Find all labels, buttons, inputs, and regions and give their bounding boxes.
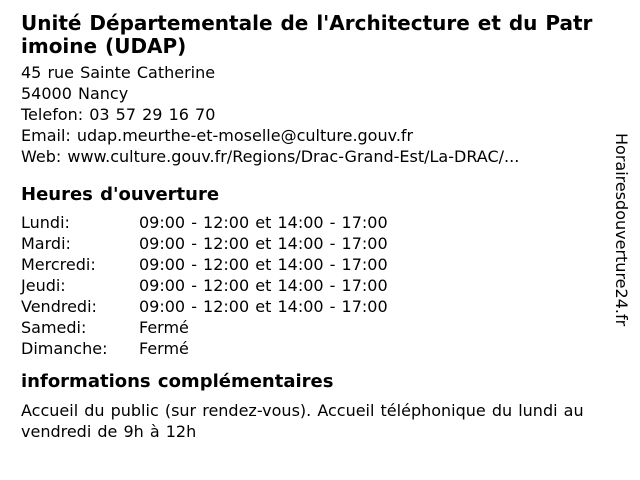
extra-info-text: Accueil du public (sur rendez-vous). Accueil téléphonique du lundi au vendredi de 9h à 12h <box>21 401 584 441</box>
web-line: Web: www.culture.gouv.fr/Regions/Drac-Grand-Est/La-DRAC/... <box>21 147 520 166</box>
extra-info-heading: informations complémentaires <box>21 371 334 392</box>
contact-info <box>21 62 616 167</box>
hours-row <box>21 338 616 359</box>
hours-row <box>21 296 616 317</box>
hours-row <box>21 317 616 338</box>
email-line: Email: udap.meurthe-et-moselle@culture.gouv.fr <box>21 126 414 145</box>
hours-day-label: Samedi: <box>21 318 87 337</box>
hours-time-value: Fermé <box>139 339 189 358</box>
hours-time-value: 09:00 - 12:00 et 14:00 - 17:00 <box>139 234 388 253</box>
hours-row <box>21 254 616 275</box>
hours-time-value: Fermé <box>139 318 189 337</box>
hours-day-label: Dimanche: <box>21 339 108 358</box>
hours-row <box>21 212 616 233</box>
hours-time-value: 09:00 - 12:00 et 14:00 - 17:00 <box>139 276 388 295</box>
hours-time-value: 09:00 - 12:00 et 14:00 - 17:00 <box>139 213 388 232</box>
hours-day-label: Lundi: <box>21 213 70 232</box>
hours-table <box>21 212 616 359</box>
main-content <box>21 12 616 442</box>
page-title: Unité Départementale de l'Architecture et du Patrimoine (UDAP) <box>21 11 593 58</box>
hours-heading: Heures d'ouverture <box>21 184 220 205</box>
address-city: 54000 Nancy <box>21 84 129 103</box>
hours-time-value: 09:00 - 12:00 et 14:00 - 17:00 <box>139 297 388 316</box>
address-street: 45 rue Sainte Catherine <box>21 63 216 82</box>
hours-day-label: Jeudi: <box>21 276 66 295</box>
watermark-site-label: Horairesdouverture24.fr <box>612 133 631 327</box>
hours-row <box>21 275 616 296</box>
hours-day-label: Mercredi: <box>21 255 96 274</box>
hours-time-value: 09:00 - 12:00 et 14:00 - 17:00 <box>139 255 388 274</box>
hours-row <box>21 233 616 254</box>
phone-line: Telefon: 03 57 29 16 70 <box>21 105 216 124</box>
hours-day-label: Mardi: <box>21 234 71 253</box>
hours-day-label: Vendredi: <box>21 297 97 316</box>
